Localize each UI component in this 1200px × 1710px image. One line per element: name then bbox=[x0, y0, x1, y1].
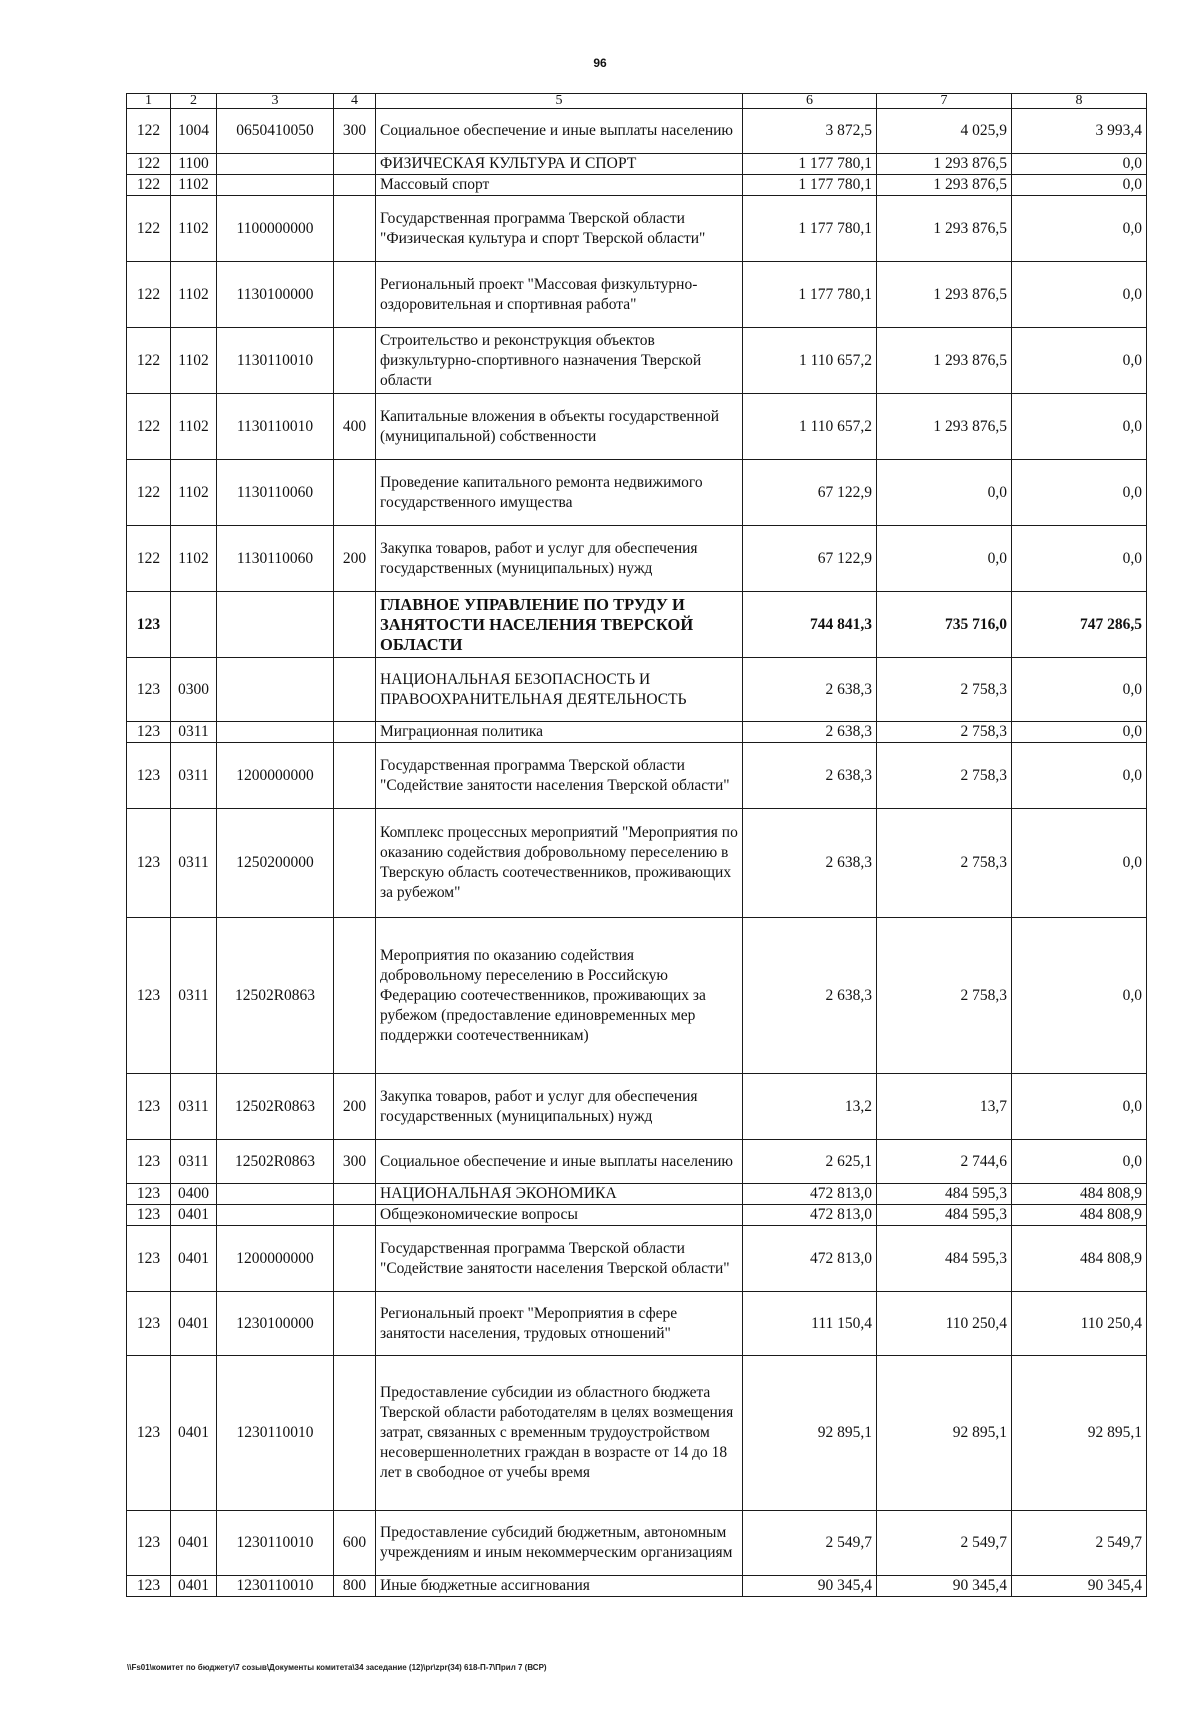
cell-amount-col7: 13,7 bbox=[877, 1074, 1012, 1140]
cell-amount-col7: 2 758,3 bbox=[877, 658, 1012, 722]
cell-admin-code: 122 bbox=[127, 394, 171, 460]
cell-expense-type bbox=[334, 592, 376, 658]
cell-admin-code: 123 bbox=[127, 1511, 171, 1576]
cell-admin-code: 122 bbox=[127, 328, 171, 394]
cell-admin-code: 123 bbox=[127, 1140, 171, 1184]
cell-description: ГЛАВНОЕ УПРАВЛЕНИЕ ПО ТРУДУ И ЗАНЯТОСТИ НАСЕЛЕНИЯ ТВЕРСКОЙ ОБЛАСТИ bbox=[376, 592, 743, 658]
cell-amount-col8: 0,0 bbox=[1012, 394, 1147, 460]
cell-amount-col7: 2 744,6 bbox=[877, 1140, 1012, 1184]
cell-section-code: 0311 bbox=[171, 918, 217, 1074]
cell-amount-col6: 472 813,0 bbox=[743, 1205, 877, 1226]
column-header: 5 bbox=[376, 94, 743, 109]
cell-admin-code: 122 bbox=[127, 154, 171, 175]
cell-section-code: 1102 bbox=[171, 196, 217, 262]
cell-amount-col8: 90 345,4 bbox=[1012, 1576, 1147, 1597]
cell-amount-col6: 1 177 780,1 bbox=[743, 175, 877, 196]
cell-amount-col6: 472 813,0 bbox=[743, 1184, 877, 1205]
cell-description: Общеэкономические вопросы bbox=[376, 1205, 743, 1226]
cell-target-code: 1230110010 bbox=[217, 1576, 334, 1597]
cell-amount-col8: 0,0 bbox=[1012, 1140, 1147, 1184]
cell-section-code: 0401 bbox=[171, 1205, 217, 1226]
cell-admin-code: 122 bbox=[127, 526, 171, 592]
cell-description: Государственная программа Тверской области "Физическая культура и спорт Тверской области" bbox=[376, 196, 743, 262]
cell-expense-type bbox=[334, 918, 376, 1074]
table-row bbox=[127, 262, 1147, 328]
cell-target-code: 0650410050 bbox=[217, 109, 334, 154]
cell-amount-col7: 90 345,4 bbox=[877, 1576, 1012, 1597]
cell-target-code: 1230110010 bbox=[217, 1356, 334, 1511]
cell-amount-col8: 747 286,5 bbox=[1012, 592, 1147, 658]
cell-description: Региональный проект "Мероприятия в сфере занятости населения, трудовых отношений" bbox=[376, 1292, 743, 1356]
cell-amount-col8: 0,0 bbox=[1012, 154, 1147, 175]
cell-target-code: 1200000000 bbox=[217, 1226, 334, 1292]
cell-amount-col8: 0,0 bbox=[1012, 1074, 1147, 1140]
cell-section-code: 1102 bbox=[171, 175, 217, 196]
cell-target-code bbox=[217, 592, 334, 658]
cell-section-code bbox=[171, 592, 217, 658]
cell-amount-col8: 0,0 bbox=[1012, 526, 1147, 592]
cell-target-code: 1230100000 bbox=[217, 1292, 334, 1356]
table-row bbox=[127, 658, 1147, 722]
cell-admin-code: 122 bbox=[127, 460, 171, 526]
cell-target-code: 1130110010 bbox=[217, 394, 334, 460]
cell-amount-col8: 0,0 bbox=[1012, 460, 1147, 526]
cell-amount-col8: 0,0 bbox=[1012, 196, 1147, 262]
cell-amount-col6: 92 895,1 bbox=[743, 1356, 877, 1511]
table-row bbox=[127, 918, 1147, 1074]
cell-description: Государственная программа Тверской области "Содействие занятости населения Тверской области" bbox=[376, 1226, 743, 1292]
cell-target-code bbox=[217, 658, 334, 722]
cell-admin-code: 123 bbox=[127, 809, 171, 918]
cell-section-code: 0401 bbox=[171, 1356, 217, 1511]
cell-expense-type bbox=[334, 1184, 376, 1205]
cell-expense-type bbox=[334, 328, 376, 394]
cell-amount-col6: 744 841,3 bbox=[743, 592, 877, 658]
cell-expense-type bbox=[334, 460, 376, 526]
page-number: 96 bbox=[593, 56, 607, 70]
cell-amount-col8: 110 250,4 bbox=[1012, 1292, 1147, 1356]
cell-section-code: 1102 bbox=[171, 262, 217, 328]
cell-amount-col6: 1 177 780,1 bbox=[743, 154, 877, 175]
table-row bbox=[127, 460, 1147, 526]
cell-amount-col6: 90 345,4 bbox=[743, 1576, 877, 1597]
cell-target-code: 1250200000 bbox=[217, 809, 334, 918]
cell-expense-type bbox=[334, 154, 376, 175]
cell-amount-col8: 0,0 bbox=[1012, 809, 1147, 918]
cell-expense-type bbox=[334, 743, 376, 809]
cell-amount-col7: 0,0 bbox=[877, 460, 1012, 526]
cell-amount-col8: 0,0 bbox=[1012, 262, 1147, 328]
cell-target-code bbox=[217, 1205, 334, 1226]
cell-target-code: 1230110010 bbox=[217, 1511, 334, 1576]
cell-amount-col7: 110 250,4 bbox=[877, 1292, 1012, 1356]
cell-target-code: 12502R0863 bbox=[217, 1074, 334, 1140]
table-row bbox=[127, 1576, 1147, 1597]
cell-amount-col7: 484 595,3 bbox=[877, 1226, 1012, 1292]
cell-admin-code: 122 bbox=[127, 109, 171, 154]
cell-amount-col6: 13,2 bbox=[743, 1074, 877, 1140]
cell-amount-col8: 484 808,9 bbox=[1012, 1184, 1147, 1205]
table-row bbox=[127, 1184, 1147, 1205]
cell-amount-col7: 0,0 bbox=[877, 526, 1012, 592]
cell-section-code: 1102 bbox=[171, 328, 217, 394]
cell-amount-col6: 1 177 780,1 bbox=[743, 262, 877, 328]
cell-amount-col7: 2 758,3 bbox=[877, 743, 1012, 809]
cell-expense-type: 300 bbox=[334, 1140, 376, 1184]
cell-section-code: 0311 bbox=[171, 809, 217, 918]
column-header: 2 bbox=[171, 94, 217, 109]
cell-amount-col7: 1 293 876,5 bbox=[877, 175, 1012, 196]
cell-amount-col8: 0,0 bbox=[1012, 328, 1147, 394]
cell-amount-col7: 1 293 876,5 bbox=[877, 394, 1012, 460]
cell-section-code: 0401 bbox=[171, 1292, 217, 1356]
cell-section-code: 0401 bbox=[171, 1576, 217, 1597]
cell-target-code: 1130110010 bbox=[217, 328, 334, 394]
cell-expense-type: 200 bbox=[334, 1074, 376, 1140]
cell-admin-code: 123 bbox=[127, 1576, 171, 1597]
cell-amount-col7: 735 716,0 bbox=[877, 592, 1012, 658]
cell-description: Мероприятия по оказанию содействия добровольному переселению в Российскую Федерацию соотечественников, проживающих за рубежом (предоставление единовременных мер поддержки соотечественникам) bbox=[376, 918, 743, 1074]
cell-expense-type bbox=[334, 809, 376, 918]
cell-target-code bbox=[217, 1184, 334, 1205]
table-row bbox=[127, 154, 1147, 175]
cell-amount-col8: 3 993,4 bbox=[1012, 109, 1147, 154]
cell-expense-type bbox=[334, 1356, 376, 1511]
cell-admin-code: 123 bbox=[127, 743, 171, 809]
cell-target-code bbox=[217, 154, 334, 175]
table-row bbox=[127, 394, 1147, 460]
cell-description: НАЦИОНАЛЬНАЯ ЭКОНОМИКА bbox=[376, 1184, 743, 1205]
cell-description: Закупка товаров, работ и услуг для обеспечения государственных (муниципальных) нужд bbox=[376, 526, 743, 592]
cell-section-code: 1004 bbox=[171, 109, 217, 154]
column-header: 8 bbox=[1012, 94, 1147, 109]
cell-section-code: 0311 bbox=[171, 1140, 217, 1184]
cell-description: Предоставление субсидий бюджетным, автономным учреждениям и иным некоммерческим организациям bbox=[376, 1511, 743, 1576]
cell-expense-type bbox=[334, 1292, 376, 1356]
cell-admin-code: 123 bbox=[127, 592, 171, 658]
cell-target-code: 1130110060 bbox=[217, 526, 334, 592]
cell-amount-col7: 484 595,3 bbox=[877, 1184, 1012, 1205]
cell-description: ФИЗИЧЕСКАЯ КУЛЬТУРА И СПОРТ bbox=[376, 154, 743, 175]
cell-admin-code: 122 bbox=[127, 262, 171, 328]
cell-amount-col6: 67 122,9 bbox=[743, 526, 877, 592]
cell-amount-col6: 472 813,0 bbox=[743, 1226, 877, 1292]
cell-description: Миграционная политика bbox=[376, 722, 743, 743]
cell-description: Массовый спорт bbox=[376, 175, 743, 196]
cell-expense-type: 200 bbox=[334, 526, 376, 592]
cell-amount-col6: 2 625,1 bbox=[743, 1140, 877, 1184]
cell-target-code: 12502R0863 bbox=[217, 918, 334, 1074]
cell-description: Строительство и реконструкция объектов физкультурно-спортивного назначения Тверской области bbox=[376, 328, 743, 394]
cell-expense-type: 800 bbox=[334, 1576, 376, 1597]
cell-target-code: 1100000000 bbox=[217, 196, 334, 262]
cell-section-code: 1102 bbox=[171, 460, 217, 526]
cell-description: Государственная программа Тверской области "Содействие занятости населения Тверской области" bbox=[376, 743, 743, 809]
table-row bbox=[127, 743, 1147, 809]
cell-section-code: 1100 bbox=[171, 154, 217, 175]
cell-description: Иные бюджетные ассигнования bbox=[376, 1576, 743, 1597]
cell-section-code: 0400 bbox=[171, 1184, 217, 1205]
cell-target-code: 1200000000 bbox=[217, 743, 334, 809]
column-header: 6 bbox=[743, 94, 877, 109]
cell-admin-code: 123 bbox=[127, 1074, 171, 1140]
footer-file-path: \\Fs01\комитет по бюджету\7 созыв\Документы комитета\34 заседание (12)\pr\zpr(34) 618-П-7\Прил 7 (ВСР) bbox=[127, 1663, 547, 1672]
cell-admin-code: 123 bbox=[127, 1356, 171, 1511]
cell-admin-code: 123 bbox=[127, 1205, 171, 1226]
cell-amount-col7: 1 293 876,5 bbox=[877, 196, 1012, 262]
cell-target-code: 1130110060 bbox=[217, 460, 334, 526]
table-row bbox=[127, 1511, 1147, 1576]
cell-amount-col7: 1 293 876,5 bbox=[877, 262, 1012, 328]
cell-description: Предоставление субсидии из областного бюджета Тверской области работодателям в целях возмещения затрат, связанных с временным трудоустройством несовершеннолетних граждан в возрасте от 14 до 18 лет в свободное от учебы время bbox=[376, 1356, 743, 1511]
cell-amount-col7: 1 293 876,5 bbox=[877, 328, 1012, 394]
cell-expense-type bbox=[334, 262, 376, 328]
table-row bbox=[127, 722, 1147, 743]
cell-description: Социальное обеспечение и иные выплаты населению bbox=[376, 1140, 743, 1184]
cell-amount-col8: 484 808,9 bbox=[1012, 1205, 1147, 1226]
cell-description: Капитальные вложения в объекты государственной (муниципальной) собственности bbox=[376, 394, 743, 460]
table-row bbox=[127, 1074, 1147, 1140]
cell-amount-col7: 2 758,3 bbox=[877, 809, 1012, 918]
table-row bbox=[127, 1356, 1147, 1511]
cell-expense-type bbox=[334, 1226, 376, 1292]
cell-description: Проведение капитального ремонта недвижимого государственного имущества bbox=[376, 460, 743, 526]
cell-description: Социальное обеспечение и иные выплаты населению bbox=[376, 109, 743, 154]
cell-description: Региональный проект "Массовая физкультурно-оздоровительная и спортивная работа" bbox=[376, 262, 743, 328]
budget-table bbox=[126, 93, 1147, 1597]
cell-section-code: 0401 bbox=[171, 1226, 217, 1292]
cell-amount-col6: 2 638,3 bbox=[743, 809, 877, 918]
cell-expense-type bbox=[334, 658, 376, 722]
cell-expense-type: 400 bbox=[334, 394, 376, 460]
cell-section-code: 0311 bbox=[171, 722, 217, 743]
cell-description: Закупка товаров, работ и услуг для обеспечения государственных (муниципальных) нужд bbox=[376, 1074, 743, 1140]
cell-amount-col7: 2 758,3 bbox=[877, 722, 1012, 743]
table-row bbox=[127, 809, 1147, 918]
cell-amount-col8: 0,0 bbox=[1012, 743, 1147, 809]
table-row bbox=[127, 526, 1147, 592]
cell-admin-code: 123 bbox=[127, 722, 171, 743]
cell-admin-code: 122 bbox=[127, 175, 171, 196]
cell-amount-col6: 111 150,4 bbox=[743, 1292, 877, 1356]
table-row bbox=[127, 196, 1147, 262]
cell-amount-col7: 2 549,7 bbox=[877, 1511, 1012, 1576]
cell-admin-code: 123 bbox=[127, 658, 171, 722]
cell-amount-col7: 1 293 876,5 bbox=[877, 154, 1012, 175]
cell-section-code: 0311 bbox=[171, 1074, 217, 1140]
cell-expense-type: 300 bbox=[334, 109, 376, 154]
cell-amount-col6: 3 872,5 bbox=[743, 109, 877, 154]
cell-amount-col6: 1 110 657,2 bbox=[743, 328, 877, 394]
column-header: 1 bbox=[127, 94, 171, 109]
cell-amount-col7: 2 758,3 bbox=[877, 918, 1012, 1074]
cell-amount-col6: 2 638,3 bbox=[743, 743, 877, 809]
cell-amount-col7: 484 595,3 bbox=[877, 1205, 1012, 1226]
cell-admin-code: 123 bbox=[127, 918, 171, 1074]
cell-amount-col6: 1 110 657,2 bbox=[743, 394, 877, 460]
cell-section-code: 0401 bbox=[171, 1511, 217, 1576]
cell-admin-code: 122 bbox=[127, 196, 171, 262]
table-row bbox=[127, 1292, 1147, 1356]
cell-expense-type bbox=[334, 196, 376, 262]
cell-amount-col8: 0,0 bbox=[1012, 722, 1147, 743]
table-row bbox=[127, 109, 1147, 154]
cell-target-code: 12502R0863 bbox=[217, 1140, 334, 1184]
cell-admin-code: 123 bbox=[127, 1184, 171, 1205]
cell-amount-col6: 2 638,3 bbox=[743, 658, 877, 722]
cell-amount-col8: 92 895,1 bbox=[1012, 1356, 1147, 1511]
cell-target-code bbox=[217, 722, 334, 743]
cell-expense-type bbox=[334, 722, 376, 743]
column-header: 7 bbox=[877, 94, 1012, 109]
cell-description: НАЦИОНАЛЬНАЯ БЕЗОПАСНОСТЬ И ПРАВООХРАНИТЕЛЬНАЯ ДЕЯТЕЛЬНОСТЬ bbox=[376, 658, 743, 722]
cell-target-code bbox=[217, 175, 334, 196]
table-row bbox=[127, 175, 1147, 196]
cell-section-code: 1102 bbox=[171, 394, 217, 460]
table-header-row bbox=[127, 94, 1147, 109]
cell-section-code: 0311 bbox=[171, 743, 217, 809]
cell-target-code: 1130100000 bbox=[217, 262, 334, 328]
cell-amount-col6: 1 177 780,1 bbox=[743, 196, 877, 262]
table-row bbox=[127, 1140, 1147, 1184]
cell-amount-col6: 2 638,3 bbox=[743, 722, 877, 743]
cell-amount-col8: 0,0 bbox=[1012, 918, 1147, 1074]
table-row bbox=[127, 1205, 1147, 1226]
cell-amount-col7: 92 895,1 bbox=[877, 1356, 1012, 1511]
cell-admin-code: 123 bbox=[127, 1292, 171, 1356]
table-row-department bbox=[127, 592, 1147, 658]
cell-amount-col8: 0,0 bbox=[1012, 175, 1147, 196]
column-header: 3 bbox=[217, 94, 334, 109]
cell-section-code: 0300 bbox=[171, 658, 217, 722]
cell-amount-col7: 4 025,9 bbox=[877, 109, 1012, 154]
cell-amount-col8: 2 549,7 bbox=[1012, 1511, 1147, 1576]
cell-expense-type bbox=[334, 175, 376, 196]
cell-section-code: 1102 bbox=[171, 526, 217, 592]
cell-admin-code: 123 bbox=[127, 1226, 171, 1292]
table-row bbox=[127, 328, 1147, 394]
cell-amount-col8: 0,0 bbox=[1012, 658, 1147, 722]
cell-amount-col6: 67 122,9 bbox=[743, 460, 877, 526]
cell-amount-col6: 2 549,7 bbox=[743, 1511, 877, 1576]
table-row bbox=[127, 1226, 1147, 1292]
cell-description: Комплекс процессных мероприятий "Мероприятия по оказанию содействия добровольному переселению в Тверскую область соотечественников, проживающих за рубежом" bbox=[376, 809, 743, 918]
cell-expense-type bbox=[334, 1205, 376, 1226]
column-header: 4 bbox=[334, 94, 376, 109]
cell-amount-col6: 2 638,3 bbox=[743, 918, 877, 1074]
cell-expense-type: 600 bbox=[334, 1511, 376, 1576]
cell-amount-col8: 484 808,9 bbox=[1012, 1226, 1147, 1292]
